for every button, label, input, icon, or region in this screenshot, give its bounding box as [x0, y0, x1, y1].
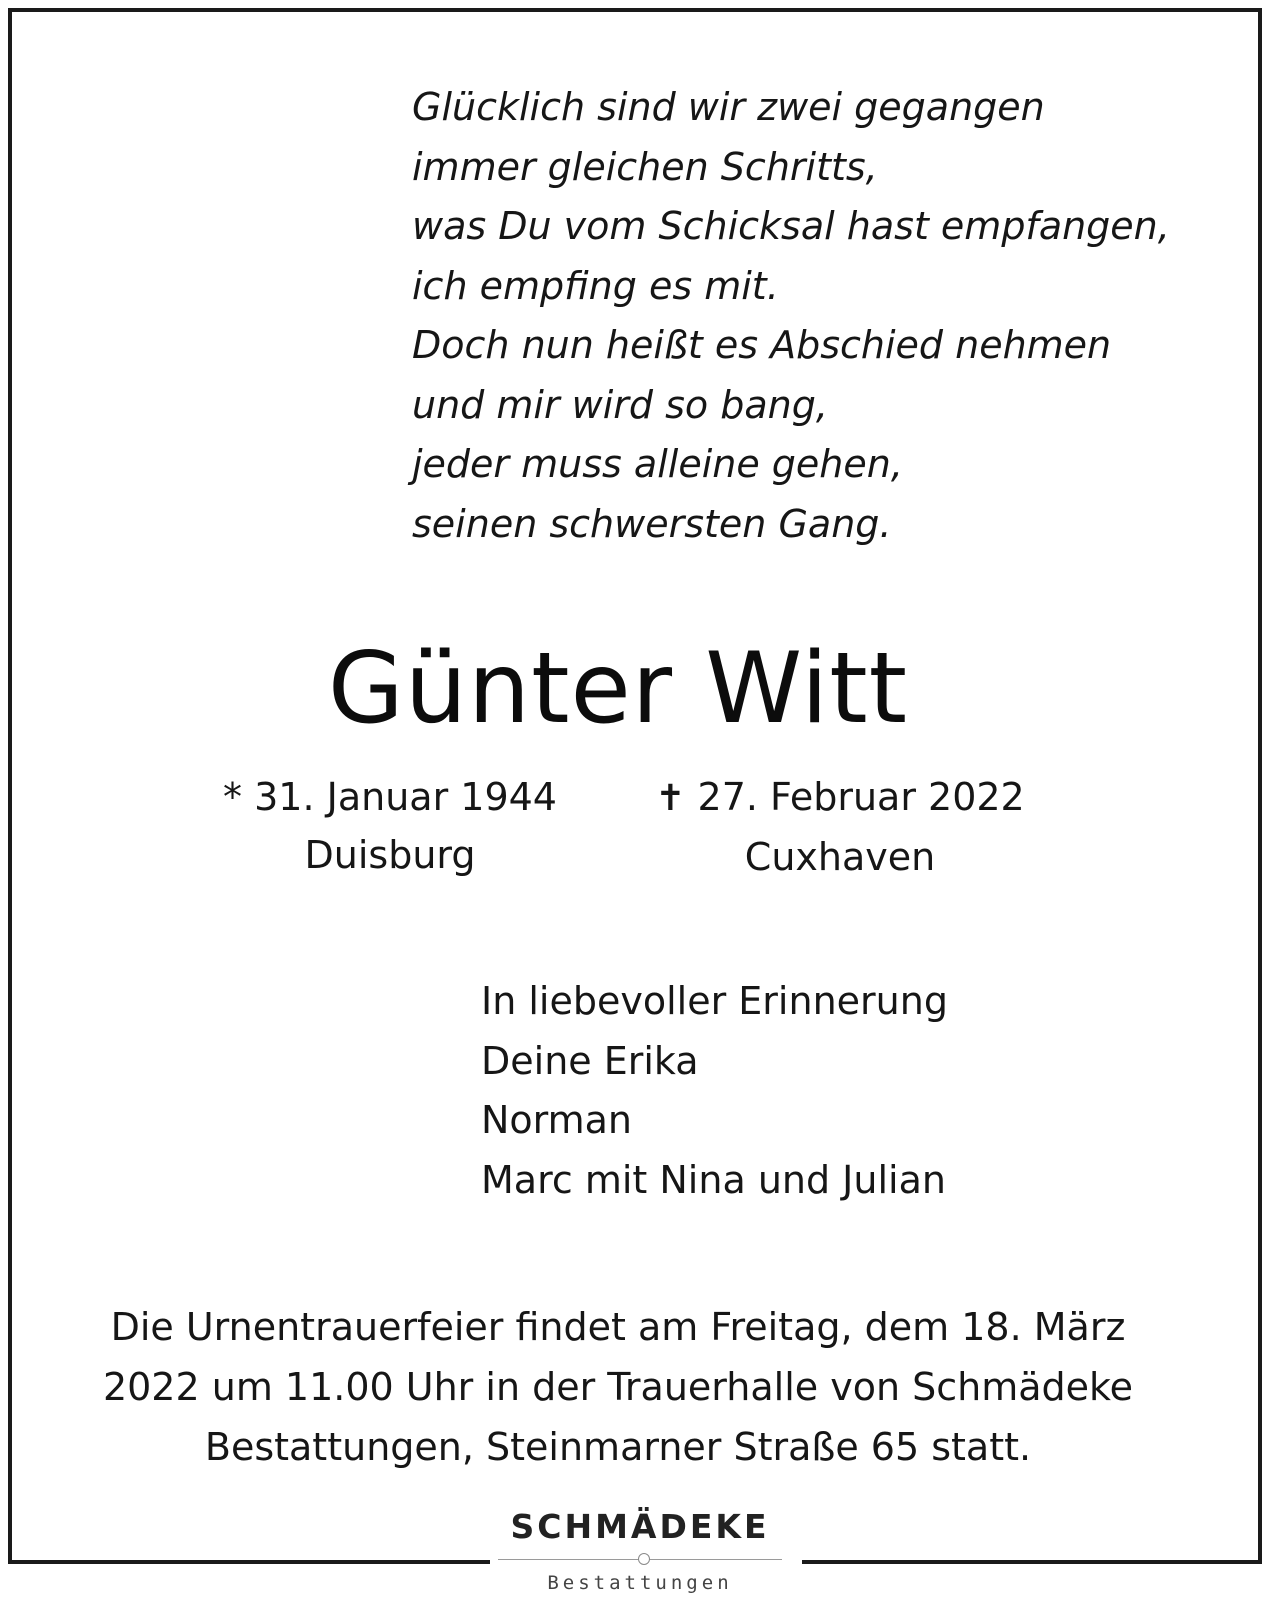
notice-line: 2022 um 11.00 Uhr in der Trauerhalle von Schmädeke [102, 1365, 1134, 1409]
poem-line: jeder muss alleine gehen, [412, 442, 903, 486]
birth-line [200, 768, 580, 826]
poem [412, 78, 1212, 554]
death-line [630, 768, 1050, 828]
poem-line: ich empfing es mit. [412, 263, 779, 308]
poem-line: und mir wird so bang, [412, 382, 828, 427]
logo-name: SCHMÄDEKE [510, 1507, 770, 1546]
birth-info [200, 768, 580, 884]
birth-date: 31. Januar 1944 [254, 775, 557, 819]
logo-subtitle: Bestattungen [547, 1572, 733, 1594]
poem-line: immer gleichen Schritts, [412, 144, 878, 189]
birth-place: Duisburg [304, 833, 476, 877]
poem-line: Glücklich sind wir zwei gegangen [412, 85, 1045, 129]
family-line: In liebevoller Erinnerung [481, 979, 948, 1023]
logo-divider [498, 1551, 782, 1567]
funeral-notice [60, 1297, 1176, 1477]
notice-line: Die Urnentrauerfeier findet am Freitag, dem 18. März [110, 1305, 1126, 1349]
family-line: Deine Erika [481, 1038, 699, 1083]
ring-icon [638, 1553, 650, 1565]
funeral-home-logo [490, 1505, 790, 1605]
notice-line: Bestattungen, Steinmarner Straße 65 statt. [204, 1425, 1032, 1469]
poem-line: Doch nun heißt es Abschied nehmen [412, 323, 1112, 367]
poem-line: seinen schwersten Gang. [412, 501, 892, 546]
death-date: 27. Februar 2022 [697, 775, 1025, 819]
poem-line: was Du vom Schicksal hast empfangen, [412, 204, 1170, 248]
birth-star-icon: * [223, 775, 243, 819]
family-signature [481, 972, 948, 1210]
family-line: Norman [481, 1098, 633, 1142]
death-info [630, 768, 1050, 886]
family-line: Marc mit Nina und Julian [481, 1157, 946, 1202]
deceased-name: Günter Witt [327, 632, 909, 746]
death-place: Cuxhaven [744, 835, 936, 879]
cross-icon: ✝ [655, 778, 686, 819]
